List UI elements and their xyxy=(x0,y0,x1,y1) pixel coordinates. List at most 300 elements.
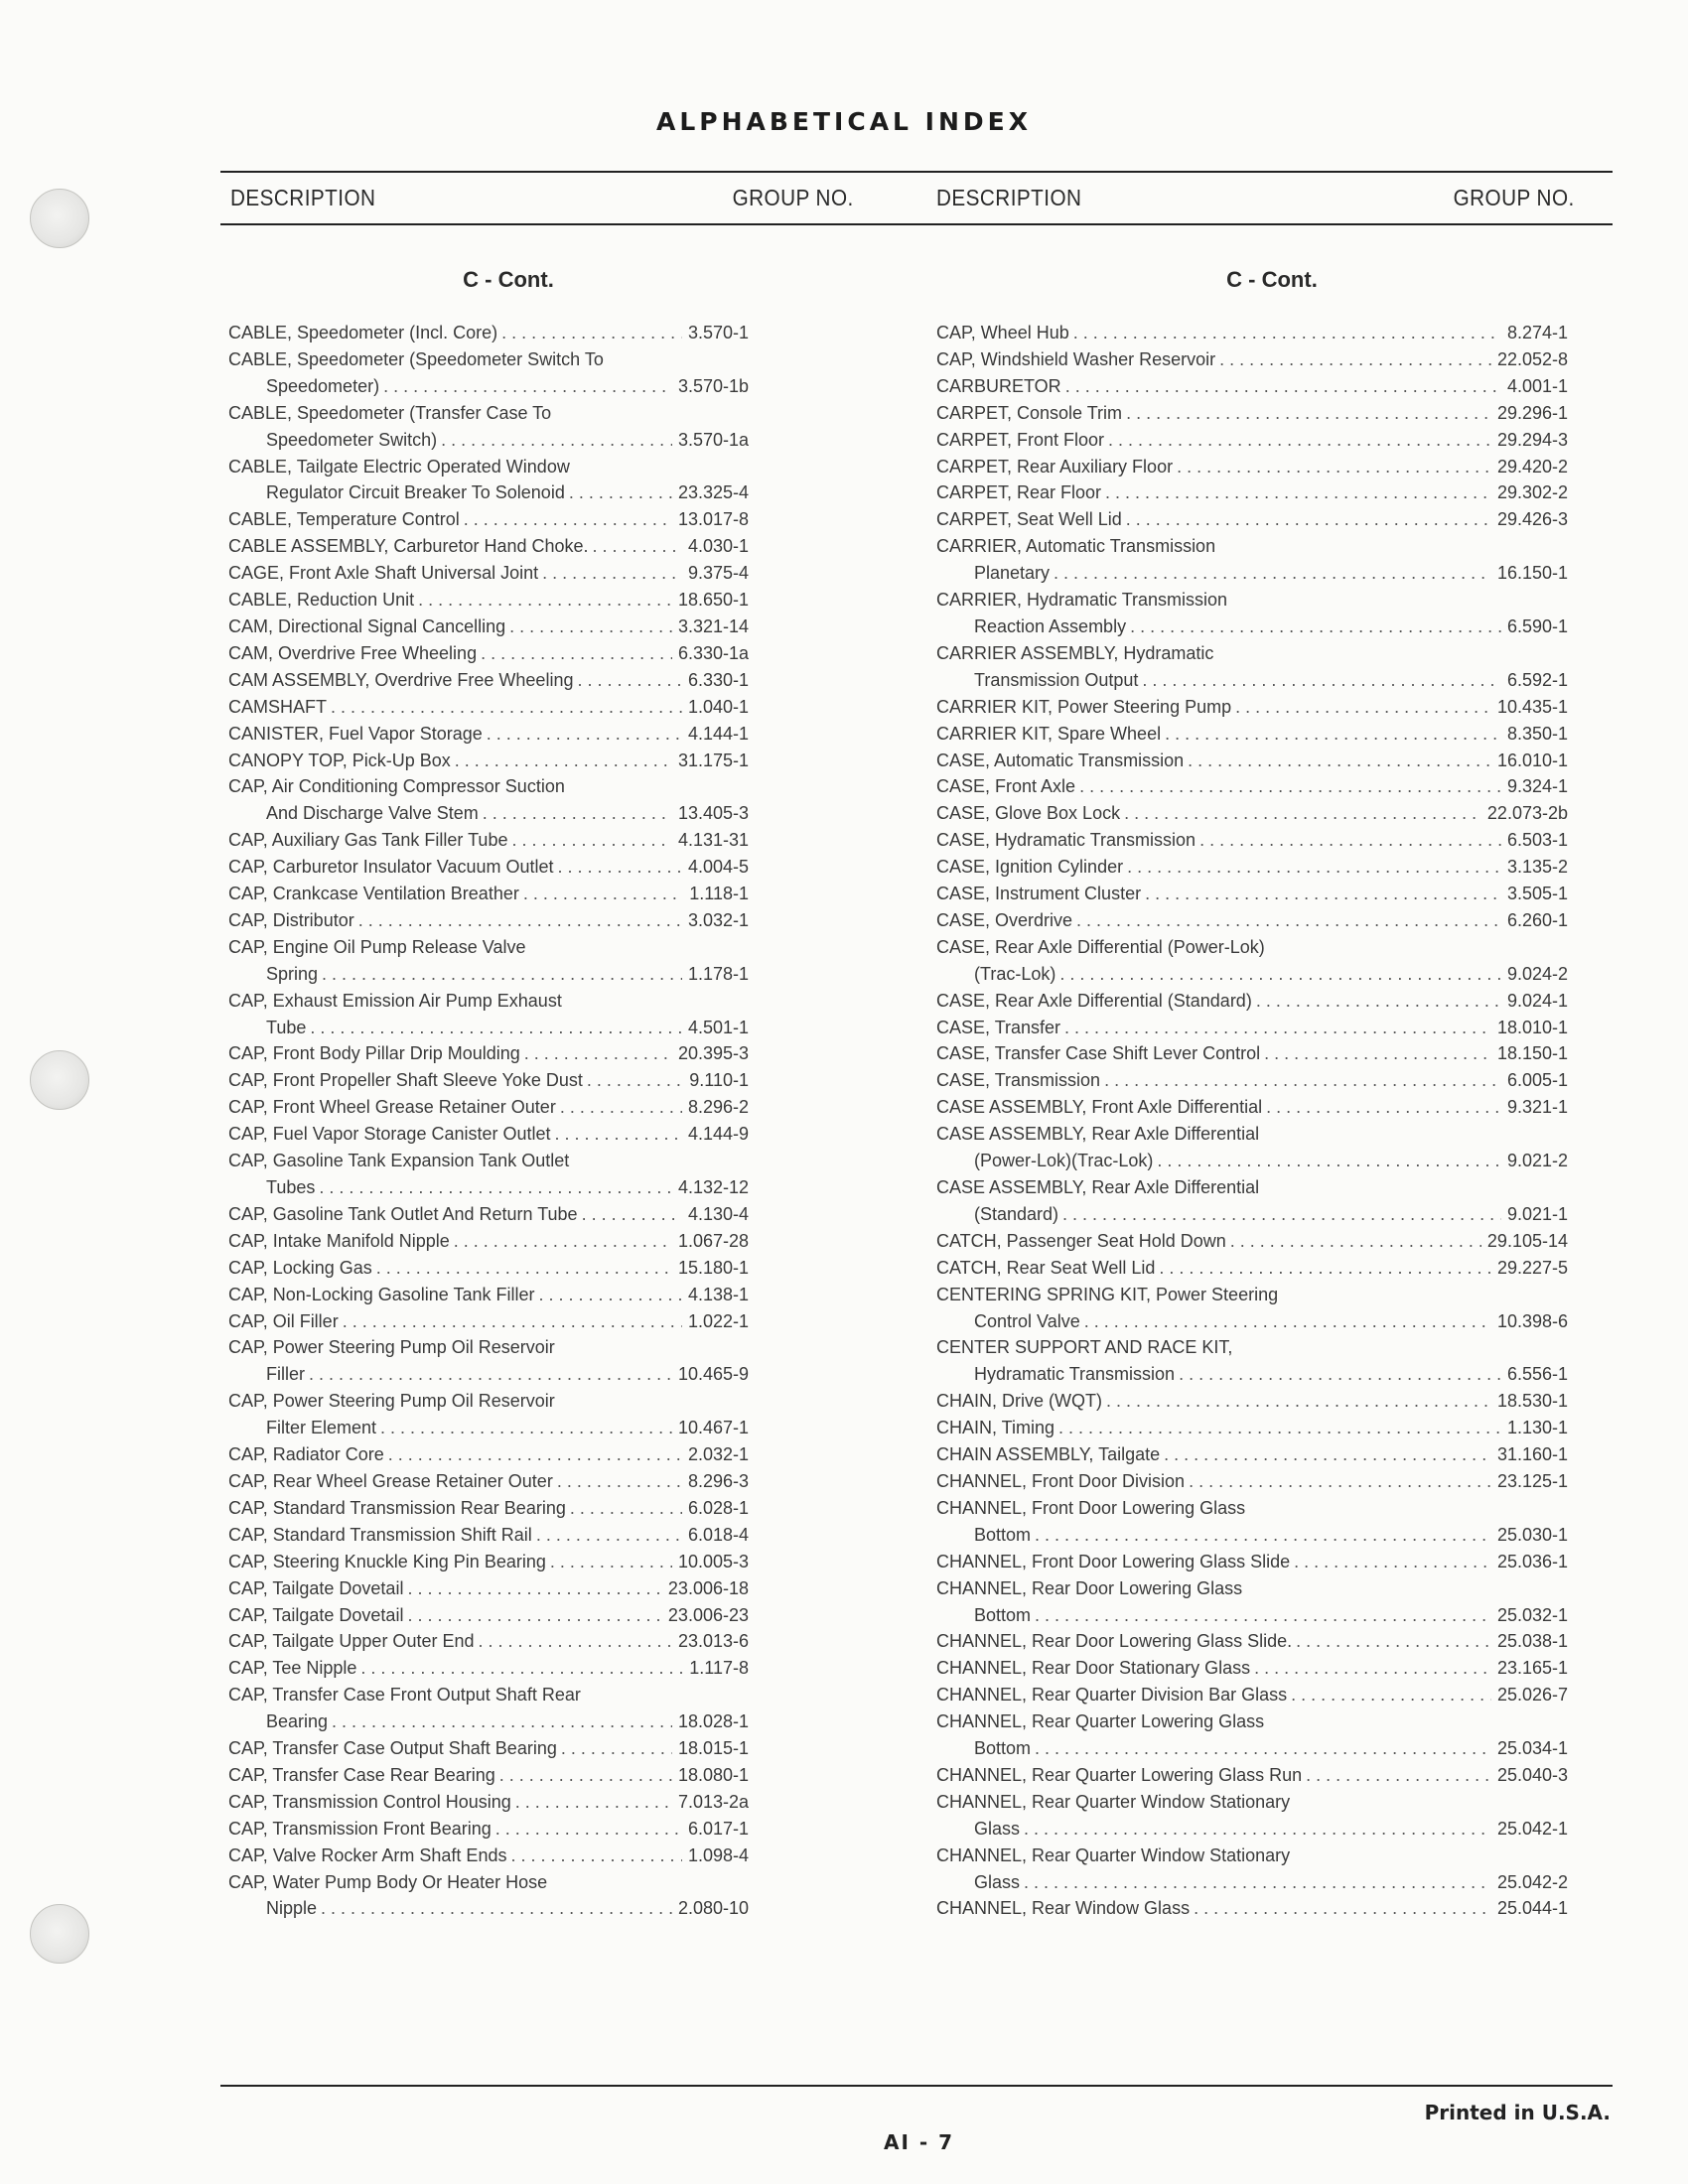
dot-leader xyxy=(383,373,672,400)
index-entry xyxy=(228,587,749,614)
index-entry xyxy=(936,800,1568,827)
index-entry-text: Bottom xyxy=(974,1524,1032,1545)
index-entry-text: CAP, Gasoline Tank Expansion Tank Outlet xyxy=(228,1151,570,1171)
dot-leader xyxy=(1124,800,1481,827)
dot-leader xyxy=(523,881,683,907)
index-entry-line xyxy=(228,1174,749,1201)
index-entry-group-number: 9.110-1 xyxy=(689,1070,749,1091)
index-entry xyxy=(936,1094,1568,1121)
index-entry xyxy=(228,1549,749,1575)
index-entry xyxy=(228,1655,749,1682)
index-entry-group-number: 18.150-1 xyxy=(1496,1043,1568,1064)
index-entry-group-number: 23.125-1 xyxy=(1496,1470,1568,1491)
index-entry xyxy=(228,1334,749,1388)
index-entry-group-number: 6.590-1 xyxy=(1506,615,1568,636)
index-entry-line xyxy=(936,1762,1568,1789)
index-entry xyxy=(228,1575,749,1602)
index-entry-group-number: 25.036-1 xyxy=(1496,1551,1568,1571)
header-rule-top xyxy=(220,171,1613,173)
index-entry-group-number: 4.132-12 xyxy=(677,1177,749,1197)
dot-leader xyxy=(455,748,672,774)
index-entry xyxy=(228,667,749,694)
index-entry-line xyxy=(228,1816,749,1843)
header-group-right: GROUP NO. xyxy=(1453,185,1575,210)
index-entry-line xyxy=(228,640,749,667)
index-entry-text: CARPET, Console Trim xyxy=(936,402,1123,423)
index-entry-group-number: 4.138-1 xyxy=(687,1284,749,1304)
index-entry-text: CHANNEL, Rear Door Lowering Glass xyxy=(936,1577,1243,1598)
index-entry-line xyxy=(228,1334,749,1361)
dot-leader xyxy=(511,827,671,854)
index-entry-text: CHANNEL, Front Door Lowering Glass xyxy=(936,1497,1246,1518)
index-entry-line xyxy=(228,1869,749,1896)
index-entry-group-number: 3.135-2 xyxy=(1506,857,1568,878)
index-entry-group-number: 25.030-1 xyxy=(1496,1524,1568,1545)
binder-hole-middle xyxy=(30,1050,89,1110)
index-entry xyxy=(228,1308,749,1335)
index-entry xyxy=(936,1843,1568,1896)
index-entry-line xyxy=(228,454,749,480)
index-entry-group-number: 1.022-1 xyxy=(687,1310,749,1331)
index-entry-group-number: 25.040-3 xyxy=(1496,1764,1568,1785)
index-entry-group-number: 10.398-6 xyxy=(1496,1310,1568,1331)
index-entry-group-number: 1.067-28 xyxy=(677,1230,749,1251)
index-entry-line xyxy=(936,881,1568,907)
index-entry-line xyxy=(228,1388,749,1415)
index-entry-group-number: 6.592-1 xyxy=(1506,669,1568,690)
index-entry-text: CARPET, Seat Well Lid xyxy=(936,509,1122,530)
index-entry-text: CHAIN ASSEMBLY, Tailgate xyxy=(936,1444,1161,1465)
dot-leader xyxy=(1035,1735,1491,1762)
dot-leader xyxy=(1054,560,1491,587)
index-entry-text: CABLE, Speedometer (Speedometer Switch To xyxy=(228,348,604,369)
index-entry xyxy=(936,373,1568,400)
index-entry-text: CARRIER, Hydramatic Transmission xyxy=(936,590,1228,611)
index-entry xyxy=(228,1602,749,1629)
index-entry-group-number: 20.395-3 xyxy=(677,1043,749,1064)
dot-leader xyxy=(483,800,672,827)
dot-leader xyxy=(1256,988,1501,1015)
entry-list-left xyxy=(228,320,749,1922)
index-entry-group-number: 25.026-7 xyxy=(1496,1685,1568,1706)
index-entry xyxy=(936,1468,1568,1495)
index-entry-group-number: 1.117-8 xyxy=(689,1658,749,1679)
index-entry-text: CAP, Power Steering Pump Oil Reservoir xyxy=(228,1337,555,1358)
index-entry-group-number: 22.052-8 xyxy=(1496,348,1568,369)
index-entry-line xyxy=(936,988,1568,1015)
index-entry-group-number: 4.144-9 xyxy=(687,1124,749,1145)
index-entry-line xyxy=(228,1468,749,1495)
index-entry-text: CASE, Instrument Cluster xyxy=(936,884,1142,904)
dot-leader xyxy=(555,1121,682,1148)
index-entry-group-number: 29.227-5 xyxy=(1496,1257,1568,1278)
dot-leader xyxy=(1024,1869,1491,1896)
index-entry-line xyxy=(228,533,749,560)
index-entry-line xyxy=(228,827,749,854)
index-entry-text: CAP, Air Conditioning Compressor Suction xyxy=(228,776,565,797)
index-entry xyxy=(228,1094,749,1121)
index-entry xyxy=(936,721,1568,748)
index-entry-text: CAP, Tailgate Dovetail xyxy=(228,1577,404,1598)
index-entry-text: CARBURETOR xyxy=(936,375,1061,396)
index-entry-text: CAP, Tee Nipple xyxy=(228,1658,357,1679)
index-entry xyxy=(228,881,749,907)
footer-rule xyxy=(220,2085,1613,2087)
index-entry-line xyxy=(228,1735,749,1762)
index-entry-text: (Trac-Lok) xyxy=(974,963,1056,984)
index-entry-text: CENTERING SPRING KIT, Power Steering xyxy=(936,1284,1279,1304)
index-entry-line xyxy=(228,934,749,961)
index-entry-group-number: 1.118-1 xyxy=(689,884,749,904)
index-entry-line xyxy=(228,479,749,506)
index-entry-line xyxy=(228,346,749,373)
index-entry-line xyxy=(936,400,1568,427)
index-entry-group-number: 23.165-1 xyxy=(1496,1658,1568,1679)
dot-leader xyxy=(360,1655,683,1682)
index-entry-text: CAM ASSEMBLY, Overdrive Free Wheeling xyxy=(228,669,574,690)
index-entry-line xyxy=(228,800,749,827)
index-entry xyxy=(228,533,749,560)
index-entry-text: CABLE, Temperature Control xyxy=(228,509,460,530)
index-entry-group-number: 1.098-4 xyxy=(687,1844,749,1865)
index-entry-group-number: 6.005-1 xyxy=(1506,1070,1568,1091)
index-entry-line xyxy=(936,1602,1568,1629)
index-entry-line xyxy=(228,721,749,748)
dot-leader xyxy=(1064,1015,1491,1041)
index-entry-text: CHANNEL, Front Door Lowering Glass Slide xyxy=(936,1551,1291,1571)
index-entry-group-number: 29.294-3 xyxy=(1496,429,1568,450)
dot-leader xyxy=(321,1895,672,1922)
index-entry-text: CAP, Auxiliary Gas Tank Filler Tube xyxy=(228,830,508,851)
dot-leader xyxy=(1296,1628,1491,1655)
index-entry-text: Filter Element xyxy=(266,1418,377,1438)
index-entry xyxy=(228,1628,749,1655)
index-entry-line xyxy=(936,1201,1568,1228)
index-entry xyxy=(228,400,749,454)
index-entry-line xyxy=(228,1708,749,1735)
index-entry-text: Reaction Assembly xyxy=(974,615,1127,636)
index-entry xyxy=(936,854,1568,881)
dot-leader xyxy=(1157,1148,1501,1174)
dot-leader xyxy=(1179,1361,1501,1388)
index-entry-text: CHAIN, Timing xyxy=(936,1418,1055,1438)
index-entry-text: CASE, Glove Box Lock xyxy=(936,803,1121,824)
index-entry-group-number: 23.006-23 xyxy=(667,1604,749,1625)
index-entry-text: CAP, Steering Knuckle King Pin Bearing xyxy=(228,1551,546,1571)
index-entry-text: CHANNEL, Rear Door Stationary Glass xyxy=(936,1658,1251,1679)
index-entry xyxy=(936,1121,1568,1174)
index-entry-group-number: 4.144-1 xyxy=(687,723,749,744)
index-entry-group-number: 6.018-4 xyxy=(687,1524,749,1545)
dot-leader xyxy=(1165,721,1501,748)
index-entry-text: CAP, Front Body Pillar Drip Moulding xyxy=(228,1043,520,1064)
dot-leader xyxy=(557,1468,682,1495)
index-entry-text: CAP, Front Wheel Grease Retainer Outer xyxy=(228,1097,556,1118)
index-entry-group-number: 8.274-1 xyxy=(1506,323,1568,342)
index-entry-line xyxy=(936,1441,1568,1468)
index-entry xyxy=(228,1735,749,1762)
index-entry xyxy=(228,1121,749,1148)
index-entry-text: CASE, Transmission xyxy=(936,1070,1101,1091)
index-entry-text: CASE ASSEMBLY, Rear Axle Differential xyxy=(936,1177,1260,1197)
index-entry-text: CAP, Rear Wheel Grease Retainer Outer xyxy=(228,1470,553,1491)
index-entry xyxy=(936,1067,1568,1094)
index-entry-text: CASE, Rear Axle Differential (Standard) xyxy=(936,990,1252,1011)
index-entry xyxy=(228,1495,749,1522)
index-entry-text: Glass xyxy=(974,1871,1021,1892)
dot-leader xyxy=(1306,1762,1491,1789)
dot-leader xyxy=(501,320,682,346)
index-column-right xyxy=(936,260,1568,1922)
index-entry-text: Glass xyxy=(974,1818,1021,1839)
index-entry-group-number: 29.302-2 xyxy=(1496,482,1568,503)
index-entry xyxy=(228,773,749,827)
index-entry xyxy=(228,560,749,587)
index-entry xyxy=(228,1255,749,1282)
dot-leader xyxy=(478,1628,671,1655)
index-entry-line xyxy=(228,1415,749,1441)
index-entry-line xyxy=(936,907,1568,934)
dot-leader xyxy=(569,479,672,506)
dot-leader xyxy=(487,721,682,748)
index-entry-group-number: 10.005-3 xyxy=(677,1551,749,1571)
dot-leader xyxy=(332,1708,672,1735)
dot-leader xyxy=(1294,1549,1491,1575)
index-entry xyxy=(936,640,1568,694)
index-entry xyxy=(228,640,749,667)
index-entry-group-number: 16.010-1 xyxy=(1496,750,1568,770)
dot-leader xyxy=(577,667,681,694)
index-entry xyxy=(936,748,1568,774)
index-entry-text: CAP, Transfer Case Front Output Shaft Rear xyxy=(228,1685,581,1706)
index-entry-text: Regulator Circuit Breaker To Solenoid xyxy=(266,482,565,503)
index-entry-text: CAP, Radiator Core xyxy=(228,1444,384,1465)
dot-leader xyxy=(1159,1255,1491,1282)
index-entry-line xyxy=(228,1148,749,1174)
index-entry-line xyxy=(936,1415,1568,1441)
index-entry-line xyxy=(936,1628,1568,1655)
index-entry-group-number: 25.044-1 xyxy=(1496,1898,1568,1919)
index-entry-line xyxy=(228,667,749,694)
dot-leader xyxy=(358,907,682,934)
dot-leader xyxy=(1079,773,1501,800)
index-entry-text: CAM, Overdrive Free Wheeling xyxy=(228,642,478,663)
index-entry-line xyxy=(228,614,749,640)
index-entry-line xyxy=(936,1549,1568,1575)
index-entry-text: And Discharge Valve Stem xyxy=(266,803,479,824)
index-entry-line xyxy=(936,1015,1568,1041)
dot-leader xyxy=(499,1762,672,1789)
index-entry-group-number: 9.021-1 xyxy=(1506,1203,1568,1224)
index-entry-line xyxy=(228,1628,749,1655)
dot-leader xyxy=(1266,1094,1501,1121)
index-entry-text: CAP, Power Steering Pump Oil Reservoir xyxy=(228,1391,555,1412)
index-entry xyxy=(936,1549,1568,1575)
dot-leader xyxy=(1035,1602,1491,1629)
index-entry-group-number: 18.010-1 xyxy=(1496,1017,1568,1037)
index-entry-line xyxy=(936,934,1568,961)
index-entry-group-number: 6.503-1 xyxy=(1506,830,1568,851)
dot-leader xyxy=(561,1735,672,1762)
index-entry-line xyxy=(936,1735,1568,1762)
index-entry-line xyxy=(936,1522,1568,1549)
index-entry-text: CAP, Fuel Vapor Storage Canister Outlet xyxy=(228,1124,551,1145)
index-entry-text: CAP, Transmission Front Bearing xyxy=(228,1818,492,1839)
index-entry xyxy=(228,1762,749,1789)
index-entry xyxy=(936,400,1568,427)
dot-leader xyxy=(1104,1067,1501,1094)
index-entry xyxy=(228,1282,749,1308)
index-entry-line xyxy=(228,1549,749,1575)
index-entry-line xyxy=(936,1575,1568,1602)
index-entry-text: CARRIER KIT, Spare Wheel xyxy=(936,723,1162,744)
index-entry-line xyxy=(936,1869,1568,1896)
index-entry-text: CASE, Overdrive xyxy=(936,909,1073,930)
index-entry-line xyxy=(228,748,749,774)
index-entry-group-number: 1.178-1 xyxy=(687,963,749,984)
index-entry-text: CAP, Windshield Washer Reservoir xyxy=(936,348,1216,369)
index-entry-group-number: 29.105-14 xyxy=(1486,1230,1568,1251)
index-entry-text: CAP, Transmission Control Housing xyxy=(228,1791,511,1812)
index-entry-text: CABLE, Tailgate Electric Operated Window xyxy=(228,456,570,477)
index-entry-text: CARPET, Front Floor xyxy=(936,429,1105,450)
header-rule-bottom xyxy=(220,223,1613,225)
index-entry xyxy=(936,1415,1568,1441)
index-entry xyxy=(228,614,749,640)
index-entry-line xyxy=(936,454,1568,480)
index-entry-group-number: 25.042-2 xyxy=(1496,1871,1568,1892)
index-entry xyxy=(936,1575,1568,1629)
index-entry-line xyxy=(228,961,749,988)
index-entry-group-number: 22.073-2b xyxy=(1486,803,1568,824)
index-entry xyxy=(936,346,1568,373)
dot-leader xyxy=(1164,1441,1491,1468)
index-entry-text: CHANNEL, Front Door Division xyxy=(936,1470,1186,1491)
index-entry-line xyxy=(936,773,1568,800)
index-entry xyxy=(936,1441,1568,1468)
header-group-left: GROUP NO. xyxy=(732,185,854,210)
index-entry-line xyxy=(936,1255,1568,1282)
index-entry-line xyxy=(936,748,1568,774)
index-entry-text: (Standard) xyxy=(974,1203,1059,1224)
index-entry-line xyxy=(936,827,1568,854)
index-entry-text: CAP, Intake Manifold Nipple xyxy=(228,1230,450,1251)
index-entry-line xyxy=(228,506,749,533)
index-entry-group-number: 6.017-1 xyxy=(687,1818,749,1839)
index-entry-group-number: 6.260-1 xyxy=(1506,909,1568,930)
index-entry xyxy=(228,827,749,854)
index-entry xyxy=(936,1895,1568,1922)
index-entry-text: CARRIER KIT, Power Steering Pump xyxy=(936,696,1232,717)
index-entry-line xyxy=(936,1789,1568,1816)
index-entry-text: CHANNEL, Rear Quarter Window Stationary xyxy=(936,1791,1291,1812)
index-entry-text: CARPET, Rear Floor xyxy=(936,482,1102,503)
index-entry xyxy=(228,721,749,748)
index-entry-text: CASE, Automatic Transmission xyxy=(936,750,1185,770)
dot-leader xyxy=(510,1843,681,1869)
dot-leader xyxy=(587,1067,683,1094)
dot-leader xyxy=(539,1282,682,1308)
index-entry-group-number: 2.032-1 xyxy=(687,1444,749,1465)
index-entry-group-number: 6.330-1a xyxy=(677,642,749,663)
index-entry-group-number: 25.038-1 xyxy=(1496,1631,1568,1652)
dot-leader xyxy=(1084,1308,1491,1335)
index-entry-group-number: 9.024-1 xyxy=(1506,990,1568,1011)
page-number: AI - 7 xyxy=(884,2130,955,2154)
index-entry-line xyxy=(936,1094,1568,1121)
dot-leader xyxy=(1188,748,1491,774)
index-entry-text: CAP, Transfer Case Rear Bearing xyxy=(228,1764,495,1785)
index-entry xyxy=(936,1015,1568,1041)
index-entry-group-number: 9.021-2 xyxy=(1506,1151,1568,1171)
index-entry xyxy=(936,587,1568,640)
index-entry xyxy=(228,1682,749,1735)
index-entry-line xyxy=(228,988,749,1015)
index-entry-line xyxy=(936,1843,1568,1869)
index-entry-text: Hydramatic Transmission xyxy=(974,1364,1176,1385)
index-entry-text: (Power-Lok)(Trac-Lok) xyxy=(974,1151,1154,1171)
index-entry-group-number: 4.130-4 xyxy=(687,1203,749,1224)
index-entry-text: CAP, Transfer Case Output Shaft Bearing xyxy=(228,1738,557,1759)
index-entry-text: CABLE ASSEMBLY, Carburetor Hand Choke. xyxy=(228,536,589,557)
dot-leader xyxy=(1230,1228,1481,1255)
index-entry-text: CANOPY TOP, Pick-Up Box xyxy=(228,750,451,770)
dot-leader xyxy=(1062,1201,1501,1228)
dot-leader xyxy=(310,1015,682,1041)
index-entry-line xyxy=(936,533,1568,560)
index-entry-line xyxy=(228,1228,749,1255)
index-entry-text: CABLE, Reduction Unit xyxy=(228,590,415,611)
index-entry-text: CHAIN, Drive (WQT) xyxy=(936,1391,1102,1412)
index-entry-text: CABLE, Speedometer (Incl. Core) xyxy=(228,323,498,342)
index-entry-group-number: 25.032-1 xyxy=(1496,1604,1568,1625)
page-title: ALPHABETICAL INDEX xyxy=(655,107,1033,136)
dot-leader xyxy=(343,1308,682,1335)
index-entry xyxy=(228,907,749,934)
index-entry xyxy=(228,1148,749,1201)
dot-leader xyxy=(1254,1655,1491,1682)
index-entry-line xyxy=(936,427,1568,454)
index-entry-line xyxy=(936,1040,1568,1067)
index-entry-text: Transmission Output xyxy=(974,669,1139,690)
dot-leader xyxy=(1024,1816,1491,1843)
index-entry xyxy=(936,1789,1568,1843)
index-entry-line xyxy=(228,1308,749,1335)
dot-leader xyxy=(1065,373,1501,400)
index-entry-text: Control Valve xyxy=(974,1310,1080,1331)
index-entry xyxy=(936,934,1568,988)
index-entry-text: CARRIER ASSEMBLY, Hydramatic xyxy=(936,642,1214,663)
index-entry xyxy=(228,1228,749,1255)
index-entry-line xyxy=(228,1441,749,1468)
index-entry-text: Bottom xyxy=(974,1738,1032,1759)
dot-leader xyxy=(331,694,682,721)
index-entry-line xyxy=(228,1067,749,1094)
index-entry xyxy=(936,479,1568,506)
index-entry xyxy=(228,1869,749,1923)
index-entry-text: CAP, Water Pump Body Or Heater Hose xyxy=(228,1871,548,1892)
index-entry-line xyxy=(228,1361,749,1388)
index-entry-group-number: 6.556-1 xyxy=(1506,1364,1568,1385)
index-entry-text: CAP, Gasoline Tank Outlet And Return Tube xyxy=(228,1203,578,1224)
index-entry-group-number: 29.296-1 xyxy=(1496,402,1568,423)
index-entry-line xyxy=(228,1575,749,1602)
index-entry-text: CHANNEL, Rear Quarter Window Stationary xyxy=(936,1844,1291,1865)
index-entry xyxy=(228,506,749,533)
index-entry xyxy=(936,1174,1568,1228)
index-entry-group-number: 9.324-1 xyxy=(1506,776,1568,797)
dot-leader xyxy=(309,1361,672,1388)
